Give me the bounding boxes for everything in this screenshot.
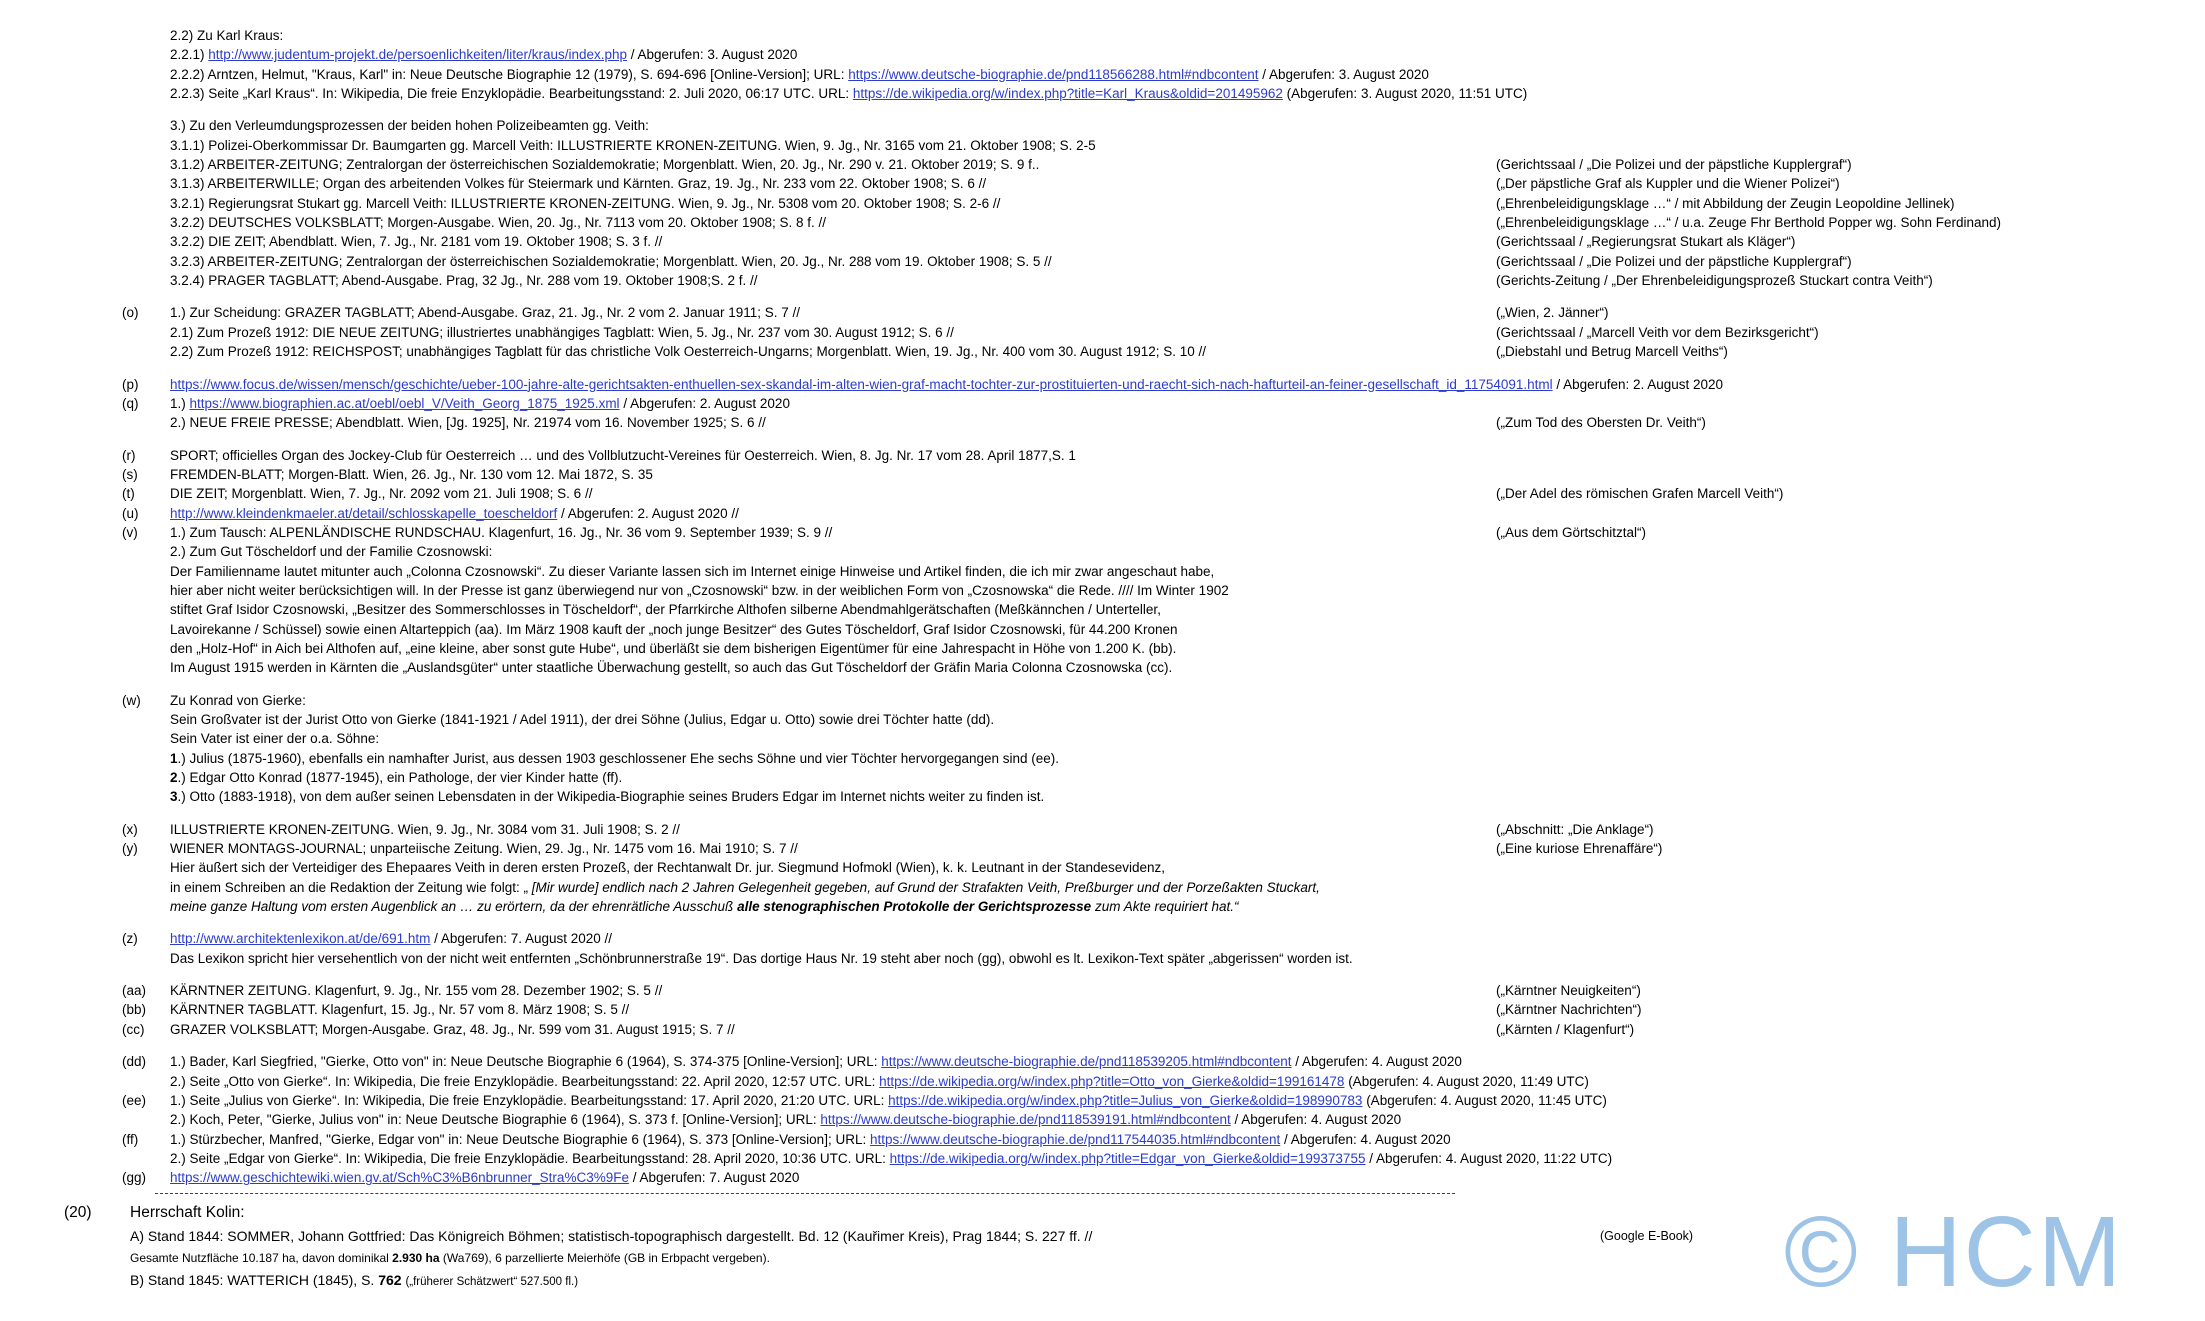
reference-label: (ff) [122,1131,139,1147]
reference-line [0,581,2205,600]
margin-annotation: („Abschnitt: „Die Anklage“) [1496,821,1654,837]
text-segment: / Abgerufen: 3. August 2020 [627,47,798,63]
reference-line [0,342,2205,361]
text-segment: SPORT; officielles Organ des Jockey-Club für Oesterreich … und des Vollblutzucht-Vereines für Oesterreich. Wien, 8. Jg. Nr. 17 vom 28. April 1877,S. 1 [170,447,1076,463]
reference-line [0,981,2205,1000]
text-segment: Lavoirekanne / Schüssel) sowie einen Altarteppich (aa). Im März 1908 kauft der „noch junge Besitzer“ des Gutes Töscheldorf, Graf Isidor Czosnowski, für 44.200 Kronen [170,621,1178,637]
text-segment: GRAZER VOLKSBLATT; Morgen-Ausgabe. Graz, 48. Jg., Nr. 599 vom 31. August 1915; S. 7 // [170,1021,735,1037]
margin-annotation: („Kärntner Nachrichten“) [1496,1002,1642,1018]
reference-line [0,600,2205,619]
text-segment: alle stenographischen Protokolle der Gerichtsprozesse [737,899,1092,915]
text-segment: Der Familienname lautet mitunter auch „Colonna Czosnowski“. Zu dieser Variante lassen sich im Internet einige Hinweise und Artikel finden, die ich mir zwar angeschaut habe, [170,563,1215,579]
text-segment: 1.) Zur Scheidung: GRAZER TAGBLATT; Abend-Ausgabe. Graz, 21. Jg., Nr. 2 vom 2. Januar 1911; S. 7 // [170,305,801,321]
text-segment: 3.) Zu den Verleumdungsprozessen der beiden hohen Polizeibeamten gg. Veith: [170,118,649,134]
text-segment: 1.) Stürzbecher, Manfred, "Gierke, Edgar von" in: Neue Deutsche Biographie 6 (1964), S. 373 [Online-Version]; URL: [170,1131,870,1147]
reference-line [0,375,2205,394]
text-segment: 2.) Koch, Peter, "Gierke, Julius von" in: Neue Deutsche Biographie 6 (1964), S. 373 f. [Online-Version]; URL: [170,1112,821,1128]
hyperlink[interactable]: https://de.wikipedia.org/w/index.php?title=Otto_von_Gierke&oldid=199161478 [879,1073,1345,1089]
text-segment: A) Stand 1844: SOMMER, Johann Gottfried: Das Königreich Böhmen; statistisch-topographisch dargestellt. Bd. 12 (Kauřimer Kreis), Prag 1844; S. 227 ff. // [130,1227,1093,1244]
reference-line [0,949,2205,968]
text-segment: 3 [170,789,178,805]
reference-line [0,213,2205,232]
text-segment: / Abgerufen: 4. August 2020 [1280,1131,1451,1147]
hyperlink[interactable]: https://de.wikipedia.org/w/index.php?title=Julius_von_Gierke&oldid=198990783 [888,1092,1363,1108]
text-segment: Im August 1915 werden in Kärnten die „Auslandsgüter“ unter staatliche Überwachung gestellt, so auch das Gut Töscheldorf der Gräfin Maria Colonna Czosnowska (cc). [170,660,1173,676]
reference-label: (z) [122,931,138,947]
reference-label: (o) [122,305,139,321]
reference-line [0,232,2205,251]
margin-annotation: (Gerichtssaal / „Die Polizei und der päpstliche Kupplergraf“) [1496,253,1852,269]
margin-annotation: (Gerichtssaal / „Regierungsrat Stukart als Kläger“) [1496,234,1796,250]
reference-label: (20) [64,1203,92,1221]
blank-line [0,916,2205,929]
text-segment: Das Lexikon spricht hier versehentlich von der nicht weit entfernten „Schönbrunnerstraße 19“. Das dortige Haus Nr. 19 steht aber noch (gg), obwohl es lt. Lexikon-Text später „abgerissen“ worden ist. [170,950,1353,966]
reference-line [0,768,2205,787]
margin-annotation: („Ehrenbeleidigungsklage …“ / mit Abbildung der Zeugin Leopoldine Jellinek) [1496,195,1955,211]
reference-line [0,542,2205,561]
text-segment: DIE ZEIT; Morgenblatt. Wien, 7. Jg., Nr. 2092 vom 21. Juli 1908; S. 6 // [170,486,593,502]
text-segment: stiftet Graf Isidor Czosnowski, „Besitzer des Sommerschlosses in Töscheldorf“, der Pfarrkirche Althofen silberne Abendmahlgerätschaften (Meßkännchen / Unterteller, [170,602,1161,618]
hyperlink[interactable]: https://www.deutsche-biographie.de/pnd117544035.html#ndbcontent [869,1131,1281,1147]
text-segment: B) Stand 1845: WATTERICH (1845), S. [130,1271,379,1288]
text-segment: den „Holz-Hof“ in Aich bei Althofen auf, „eine kleine, aber sonst gute Hube“, und überläßt sie dem bisherigen Eigentümer für eine Jahrespacht in Höhe von 1.200 K. (bb). [170,640,1177,656]
reference-line [0,878,2205,897]
reference-line [0,65,2205,84]
text-segment: 762 [378,1271,402,1288]
reference-line [0,394,2205,413]
reference-line [0,136,2205,155]
blank-line [0,362,2205,375]
margin-annotation: („Zum Tod des Obersten Dr. Veith“) [1496,415,1706,431]
text-segment: 3.2.2) DIE ZEIT; Abendblatt. Wien, 7. Jg., Nr. 2181 vom 19. Oktober 1908; S. 3 f. // [170,234,663,250]
text-segment: 2.) NEUE FREIE PRESSE; Abendblatt. Wien, [Jg. 1925], Nr. 21974 vom 16. November 1925; S. 6 // [170,415,766,431]
reference-line [0,303,2205,322]
hyperlink[interactable]: https://www.deutsche-biographie.de/pnd118539191.html#ndbcontent [820,1112,1231,1128]
reference-label: (bb) [122,1002,147,1018]
reference-line [0,787,2205,806]
text-segment: / Abgerufen: 2. August 2020 [619,395,790,411]
margin-annotation: (Gerichtssaal / „Die Polizei und der päpstliche Kupplergraf“) [1496,157,1852,173]
text-segment: 3.2.2) DEUTSCHES VOLKSBLATT; Morgen-Ausgabe. Wien, 20. Jg., Nr. 7113 vom 20. Oktober 1908; S. 8 f. // [170,215,827,231]
reference-line [0,1110,2205,1129]
reference-line [0,1000,2205,1019]
reference-label: (dd) [122,1054,147,1070]
blank-line [0,678,2205,691]
reference-label: (t) [122,486,135,502]
reference-line [0,710,2205,729]
text-segment: [Mir wurde] endlich nach 2 Jahren Gelegenheit gegeben, auf Grund der Strafakten Veith, Preßburger und der Porzeßakten Stuckart, [531,879,1320,895]
text-segment: Zu Konrad von Gierke: [170,692,306,708]
text-segment: 2.2.1) [170,47,209,63]
hyperlink[interactable]: https://www.biographien.ac.at/oebl/oebl_V/Veith_Georg_1875_1925.xml [189,395,620,411]
reference-line [0,523,2205,542]
text-segment: 3.1.2) ARBEITER-ZEITUNG; Zentralorgan der österreichischen Sozialdemokratie; Morgenblatt. Wien, 20. Jg., Nr. 290 v. 21. Oktober 2019; S. 9 f.. [170,157,1040,173]
margin-annotation: („Ehrenbeleidigungsklage …“ / u.a. Zeuge Fhr Berthold Popper wg. Sohn Ferdinand) [1496,215,2002,231]
reference-line [0,446,2205,465]
text-segment: 2.2.2) Arntzen, Helmut, "Kraus, Karl" in: Neue Deutsche Biographie 12 (1979), S. 694-696 [Online-Version]; URL: [170,66,849,82]
reference-line [0,26,2205,45]
text-segment: / Abgerufen: 2. August 2020 [1552,376,1724,392]
text-segment: / Abgerufen: 7. August 2020 [628,1170,800,1186]
text-segment: 3.2.3) ARBEITER-ZEITUNG; Zentralorgan der österreichischen Sozialdemokratie; Morgenblatt. Wien, 20. Jg., Nr. 288 vom 19. Oktober 1908; S. 5 // [170,253,1052,269]
margin-annotation: („Kärnten / Klagenfurt“) [1496,1021,1635,1037]
hyperlink[interactable]: https://de.wikipedia.org/w/index.php?title=Karl_Kraus&oldid=201495962 [852,86,1283,102]
text-segment: (Wa769), 6 parzellierte Meierhöfe (GB in Erbpacht vergeben). [439,1250,770,1265]
hyperlink[interactable]: https://www.focus.de/wissen/mensch/geschichte/ueber-100-jahre-alte-gerichtsakten-enthuellen-sex-skandal-im-alten-wien-graf-macht-tochter-zur-prostituierten-und-raecht-sich-nach-hafturteil-an-feiner-gesellschaft_id_11754091.html [170,376,1553,392]
blank-line [0,103,2205,116]
reference-line [0,1168,2205,1187]
reference-line [0,116,2205,135]
text-segment: („früherer Schätzwert“ 527.500 fl.) [405,1275,579,1288]
text-segment: / Abgerufen: 2. August 2020 // [557,505,739,521]
text-segment: KÄRNTNER ZEITUNG. Klagenfurt, 9. Jg., Nr. 155 vom 28. Dezember 1902; S. 5 // [170,983,663,999]
reference-label: (q) [122,395,139,411]
text-segment: 3.2.4) PRAGER TAGBLATT; Abend-Ausgabe. Prag, 32 Jg., Nr. 288 vom 19. Oktober 1908;S. 2 f. // [170,273,758,289]
reference-line [0,323,2205,342]
text-segment: (Abgerufen: 4. August 2020, 11:49 UTC) [1344,1073,1589,1089]
reference-line [0,729,2205,748]
text-segment: Hier äußert sich der Verteidiger des Ehepaares Veith in deren ersten Prozeß, der Rechtanwalt Dr. jur. Siegmund Hofmokl (Wien), k. k. Leutnant in der Standesevidenz, [170,860,1166,876]
reference-line [0,1091,2205,1110]
text-segment: / Abgerufen: 3. August 2020 [1258,66,1429,82]
text-segment: 1 [170,750,178,766]
blank-line [0,968,2205,981]
text-segment: FREMDEN-BLATT; Morgen-Blatt. Wien, 26. Jg., Nr. 130 vom 12. Mai 1872, S. 35 [170,466,653,482]
text-segment: Gesamte Nutzfläche 10.187 ha, davon dominikal [130,1250,393,1265]
reference-line [0,658,2205,677]
text-segment: / Abgerufen: 4. August 2020, 11:22 UTC) [1365,1150,1613,1166]
reference-label: (r) [122,447,136,463]
reference-line [0,194,2205,213]
text-segment: meine ganze Haltung vom ersten Augenblick an … zu erörtern, da der ehrenrätliche Ausschuß [170,899,738,915]
text-segment: 3.1.1) Polizei-Oberkommissar Dr. Baumgarten gg. Marcell Veith: ILLUSTRIERTE KRONEN-ZEITUNG. Wien, 9. Jg., Nr. 3165 vom 21. Oktober 1908; S. 2-5 [170,137,1096,153]
text-segment: 2.2.3) Seite „Karl Kraus“. In: Wikipedia, Die freie Enzyklopädie. Bearbeitungsstand: 2. Juli 2020, 06:17 UTC. URL: [170,86,853,102]
reference-label: (gg) [122,1170,147,1186]
blank-line [0,1039,2205,1052]
text-segment: KÄRNTNER TAGBLATT. Klagenfurt, 15. Jg., Nr. 57 vom 8. März 1908; S. 5 // [170,1002,630,1018]
reference-line [0,562,2205,581]
hyperlink[interactable]: https://www.geschichtewiki.wien.gv.at/Sch%C3%B6nbrunner_Stra%C3%9Fe [170,1170,629,1186]
text-segment: 2.1) Zum Prozeß 1912: DIE NEUE ZEITUNG; illustriertes unabhängiges Tagblatt: Wien, 5. Jg., Nr. 237 vom 30. August 1912; S. 6 // [170,324,954,340]
reference-line [0,839,2205,858]
reference-line [0,820,2205,839]
blank-line [0,290,2205,303]
margin-annotation: („Diebstahl und Betrug Marcell Veiths“) [1496,344,1728,360]
reference-label: (cc) [122,1021,145,1037]
text-segment: 2.) Zum Gut Töscheldorf und der Familie Czosnowski: [170,544,493,560]
reference-line [0,465,2205,484]
dashed-divider [155,1193,1455,1194]
blank-line [0,807,2205,820]
document-lines [0,26,2205,1292]
text-segment: (Abgerufen: 3. August 2020, 11:51 UTC) [1282,86,1528,102]
hyperlink[interactable]: http://www.architektenlexikon.at/de/691.htm [170,931,431,947]
reference-line [0,858,2205,877]
text-segment: / Abgerufen: 4. August 2020 [1291,1054,1462,1070]
reference-label: (x) [122,821,138,837]
reference-line [0,639,2205,658]
reference-line [0,929,2205,948]
margin-annotation: („Wien, 2. Jänner“) [1496,305,1609,321]
reference-label: (u) [122,505,139,521]
margin-annotation: („Eine kuriose Ehrenaffäre“) [1496,841,1663,857]
text-segment: 3.2.1) Regierungsrat Stukart gg. Marcell Veith: ILLUSTRIERTE KRONEN-ZEITUNG. Wien, 9. Jg., Nr. 5308 vom 20. Oktober 1908; S. 2-6 // [170,195,1001,211]
margin-annotation: (Gerichtssaal / „Marcell Veith vor dem Bezirksgericht“) [1496,324,1819,340]
text-segment: / Abgerufen: 7. August 2020 // [430,931,613,947]
margin-annotation: (Google E-Book) [1600,1228,1694,1243]
text-segment: 2.) Seite „Otto von Gierke“. In: Wikipedia, Die freie Enzyklopädie. Bearbeitungsstand: 22. April 2020, 12:57 UTC. URL: [170,1073,880,1089]
reference-line [0,749,2205,768]
text-segment: 1.) Zum Tausch: ALPENLÄNDISCHE RUNDSCHAU. Klagenfurt, 16. Jg., Nr. 36 vom 9. September 1939; S. 9 // [170,524,833,540]
reference-line [0,1020,2205,1039]
reference-line [0,897,2205,916]
reference-line [0,252,2205,271]
text-segment: WIENER MONTAGS-JOURNAL; unparteiische Zeitung. Wien, 29. Jg., Nr. 1475 vom 16. Mai 1910; S. 7 // [170,841,798,857]
reference-line [0,174,2205,193]
reference-label: (ee) [122,1092,147,1108]
reference-line [0,620,2205,639]
hyperlink[interactable]: https://de.wikipedia.org/w/index.php?title=Edgar_von_Gierke&oldid=199373755 [889,1150,1366,1166]
text-segment: 1.) [170,395,190,411]
text-segment: in einem Schreiben an die Redaktion der Zeitung wie folgt: „ [170,879,532,895]
reference-label: (w) [122,692,141,708]
reference-line [0,504,2205,523]
text-segment: 3.1.3) ARBEITERWILLE; Organ des arbeitenden Volkes für Steiermark und Kärnten. Graz, 19. Jg., Nr. 233 vom 22. Oktober 1908; S. 6 // [170,176,987,192]
margin-annotation: („Der päpstliche Graf als Kuppler und die Wiener Polizei“) [1496,176,1840,192]
reference-line [0,271,2205,290]
reference-label: (p) [122,376,139,392]
reference-line [0,45,2205,64]
reference-label: (v) [122,524,138,540]
margin-annotation: (Gerichts-Zeitung / „Der Ehrenbeleidigungsprozeß Stuckart contra Veith“) [1496,273,1933,289]
margin-annotation: („Aus dem Görtschitztal“) [1496,524,1647,540]
reference-line [0,1052,2205,1071]
text-segment: zum Akte requiriert hat.“ [1091,899,1239,915]
text-segment: .) Otto (1883-1918), von dem außer seinen Lebensdaten in der Wikipedia-Biographie seines Bruders Edgar im Internet nichts weiter zu finden ist. [177,789,1045,805]
hyperlink[interactable]: http://www.kleindenkmaeler.at/detail/schlosskapelle_toescheldorf [170,505,558,521]
text-segment: 2.930 ha [392,1250,440,1265]
hyperlink[interactable]: https://www.deutsche-biographie.de/pnd118566288.html#ndbcontent [848,66,1259,82]
text-segment: 2.) Seite „Edgar von Gierke“. In: Wikipedia, Die freie Enzyklopädie. Bearbeitungsstand: 28. April 2020, 10:36 UTC. URL: [170,1150,890,1166]
reference-line [0,84,2205,103]
hyperlink[interactable]: http://www.judentum-projekt.de/persoenlichkeiten/liter/kraus/index.php [208,47,628,63]
text-segment: 1.) Seite „Julius von Gierke“. In: Wikipedia, Die freie Enzyklopädie. Bearbeitungsstand: 17. April 2020, 21:20 UTC. URL: [170,1092,889,1108]
text-segment: 2 [170,770,178,786]
blank-line [0,433,2205,446]
text-segment: .) Edgar Otto Konrad (1877-1945), ein Pathologe, der vier Kinder hatte (ff). [177,770,623,786]
text-segment: 1.) Bader, Karl Siegfried, "Gierke, Otto von" in: Neue Deutsche Biographie 6 (1964), S. 374-375 [Online-Version]; URL: [170,1054,882,1070]
text-segment: Herrschaft Kolin: [130,1203,245,1221]
reference-label: (s) [122,466,138,482]
text-segment: .) Julius (1875-1960), ebenfalls ein namhafter Jurist, aus dessen 1903 geschlossener Ehe sechs Söhne und vier Töchter hervorgegangen sind (ee). [177,750,1060,766]
reference-line [0,691,2205,710]
reference-line [0,1149,2205,1168]
text-segment: 2.2) Zum Prozeß 1912: REICHSPOST; unabhängiges Tagblatt für das christliche Volk Oesterreich-Ungarns; Morgenblatt. Wien, 19. Jg., Nr. 400 vom 30. August 1912; S. 10 // [170,344,1207,360]
hyperlink[interactable]: https://www.deutsche-biographie.de/pnd118539205.html#ndbcontent [881,1054,1292,1070]
text-segment: hier aber nicht weiter berücksichtigen will. In der Presse ist ganz überwiegend nur von „Czosnowski“ bzw. in der weiblichen Form von „Czosnowska“ die Rede. //// Im Winter 1902 [170,582,1229,598]
text-segment: / Abgerufen: 4. August 2020 [1230,1112,1402,1128]
reference-line [0,413,2205,432]
margin-annotation: („Kärntner Neuigkeiten“) [1496,983,1641,999]
reference-line [0,484,2205,503]
reference-line [0,1130,2205,1149]
text-segment: 2.2) Zu Karl Kraus: [170,28,284,43]
reference-label: (aa) [122,983,147,999]
text-segment: (Abgerufen: 4. August 2020, 11:45 UTC) [1362,1092,1607,1108]
text-segment: Sein Großvater ist der Jurist Otto von Gierke (1841-1921 / Adel 1911), der drei Söhne (Julius, Edgar u. Otto) sowie drei Töchter hatte (dd). [170,712,995,727]
hcm-watermark: © HCM [1784,1196,2124,1308]
text-segment: Sein Vater ist einer der o.a. Söhne: [170,731,380,747]
reference-label: (y) [122,841,138,857]
reference-line [0,1072,2205,1091]
margin-annotation: („Der Adel des römischen Grafen Marcell Veith“) [1496,486,1784,502]
reference-line [0,155,2205,174]
text-segment: ILLUSTRIERTE KRONEN-ZEITUNG. Wien, 9. Jg., Nr. 3084 vom 31. Juli 1908; S. 2 // [170,821,680,837]
